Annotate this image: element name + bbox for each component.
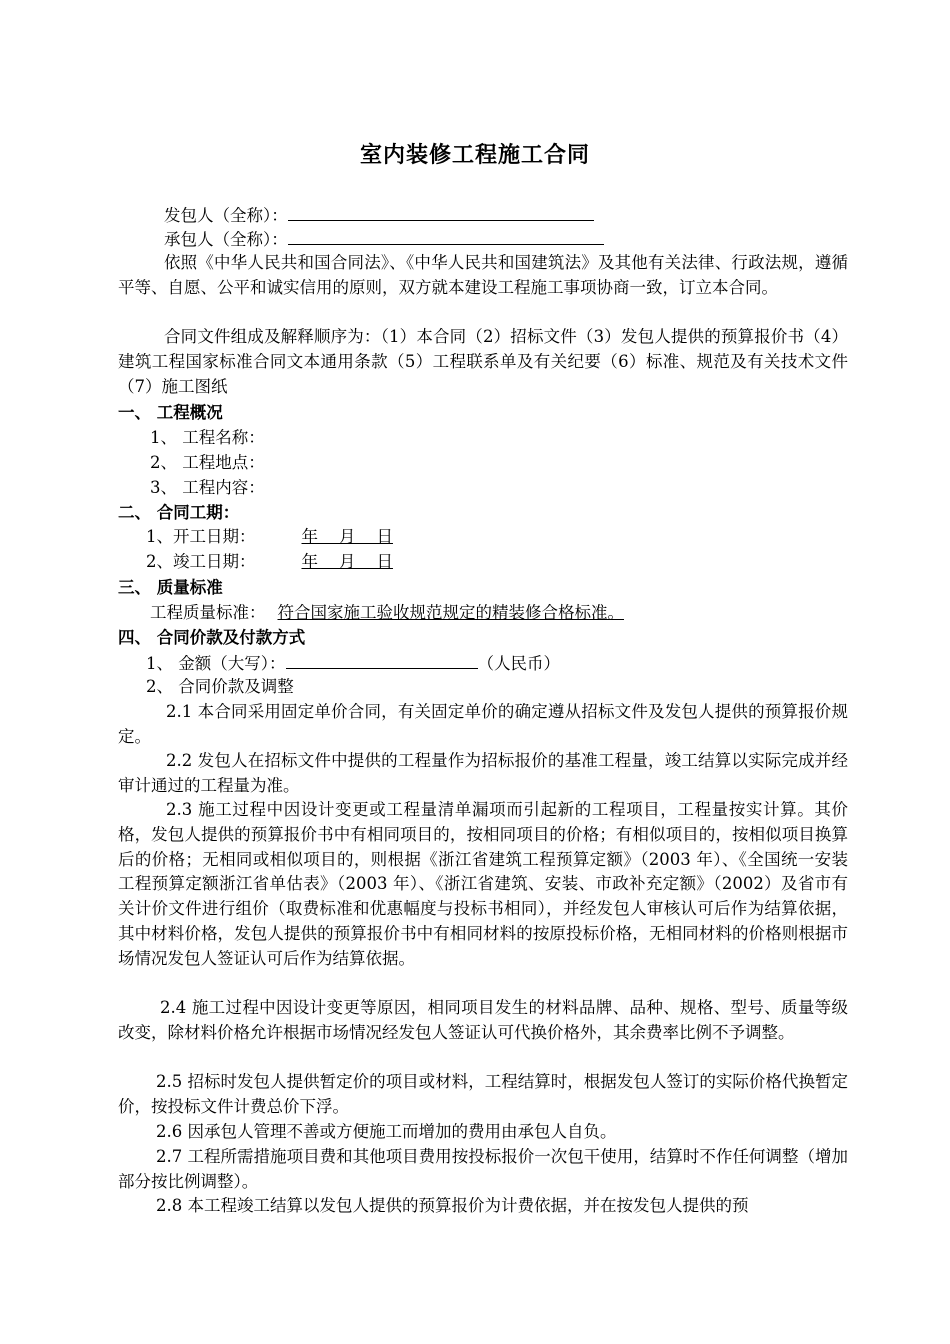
section2-heading: 二、 合同工期： <box>118 503 240 522</box>
clause-2-7: 2.7 工程所需措施项目费和其他项目费用按投标报价一次包干使用，结算时不作任何调整（增加部分按比例调整）。 <box>118 1147 848 1191</box>
intro-paragraph: 依照《中华人民共和国合同法》、《中华人民共和国建筑法》及其他有关法律、行政法规，遵循平等、自愿、公平和诚实信用的原则，双方就本建设工程施工事项协商一致，订立本合同。 <box>118 253 848 297</box>
employer-blank[interactable] <box>288 202 594 221</box>
section4-heading: 四、 合同价款及付款方式 <box>118 628 306 647</box>
clause-2-1: 2.1 本合同采用固定单价合同，有关固定单价的确定遵从招标文件及发包人提供的预算报价规定。 <box>118 702 848 746</box>
amount-blank[interactable] <box>286 650 478 669</box>
contractor-line <box>164 226 604 252</box>
amount-line <box>146 650 560 676</box>
end-date-value[interactable]: 年 月 日 <box>301 552 393 571</box>
quality-line <box>150 601 624 625</box>
project-location-label: 2、 工程地点： <box>150 453 265 472</box>
project-content-label: 3、 工程内容： <box>150 478 265 497</box>
clause-2-8: 2.8 本工程竣工结算以发包人提供的预算报价为计费依据，并在按发包人提供的预 <box>156 1196 749 1215</box>
contractor-label: 承包人（全称）： <box>164 230 288 249</box>
section3-heading: 三、 质量标准 <box>118 578 223 597</box>
clause-2-3: 2.3 施工过程中因设计变更或工程量清单漏项而引起新的工程项目，工程量按实计算。其价格，发包人提供的预算报价书中有相同项目的，按相同项目的价格；有相似项目的，按相似项目换算后的价格；无相同或相似项目的，则根据《浙江省建筑工程预算定额》（2003 年）、《全国统一安装工程预算定额浙江省单估表》（2003 年）、《浙江省建筑、安装、市政补充定额》（2002）及省市有关计价文件进行组价（取费标准和优惠幅度与投标书相同），并经发包人审核认可后作为结算依据，其中材料价格，发包人提供的预算报价书中有相同材料的按原投标价格，无相同材料的价格则根据市场情况发包人签证认可后作为结算依据。 <box>118 800 848 968</box>
clause-2-6: 2.6 因承包人管理不善或方便施工而增加的费用由承包人自负。 <box>156 1122 617 1141</box>
clause-2-5: 2.5 招标时发包人提供暂定价的项目或材料，工程结算时，根据发包人签订的实际价格代换暂定价，按投标文件计费总价下浮。 <box>118 1072 848 1116</box>
document-title: 室内装修工程施工合同 <box>359 143 590 168</box>
end-date-label: 2、竣工日期： <box>146 552 256 571</box>
start-date-label: 1、开工日期： <box>146 527 256 546</box>
employer-label: 发包人（全称）： <box>164 206 288 225</box>
start-date-value[interactable]: 年 月 日 <box>301 527 393 546</box>
project-name-label: 1、 工程名称： <box>150 428 265 447</box>
amount-unit: （人民币） <box>477 654 560 673</box>
price-adjust-heading: 2、 合同价款及调整 <box>146 677 294 696</box>
quality-value: 符合国家施工验收规范规定的精装修合格标准。 <box>277 603 624 622</box>
clause-2-4: 2.4 施工过程中因设计变更等原因，相同项目发生的材料品牌、品种、规格、型号、质量等级改变，除材料价格允许根据市场情况经发包人签证认可代换价格外，其余费率比例不予调整。 <box>118 998 848 1042</box>
employer-line <box>164 202 594 228</box>
order-paragraph: 合同文件组成及解释顺序为：（1）本合同（2）招标文件（3）发包人提供的预算报价书（4）建筑工程国家标准合同文本通用条款（5）工程联系单及有关纪要（6）标准、规范及有关技术文件（7）施工图纸 <box>118 327 848 396</box>
clause-2-2: 2.2 发包人在招标文件中提供的工程量作为招标报价的基准工程量，竣工结算以实际完成并经审计通过的工程量为准。 <box>118 751 848 795</box>
amount-label: 1、 金额（大写）： <box>146 654 286 673</box>
contractor-blank[interactable] <box>288 226 604 245</box>
section1-heading: 一、 工程概况 <box>118 403 223 422</box>
end-date-line <box>146 550 393 574</box>
start-date-line <box>146 525 393 549</box>
quality-label: 工程质量标准： <box>150 603 266 622</box>
